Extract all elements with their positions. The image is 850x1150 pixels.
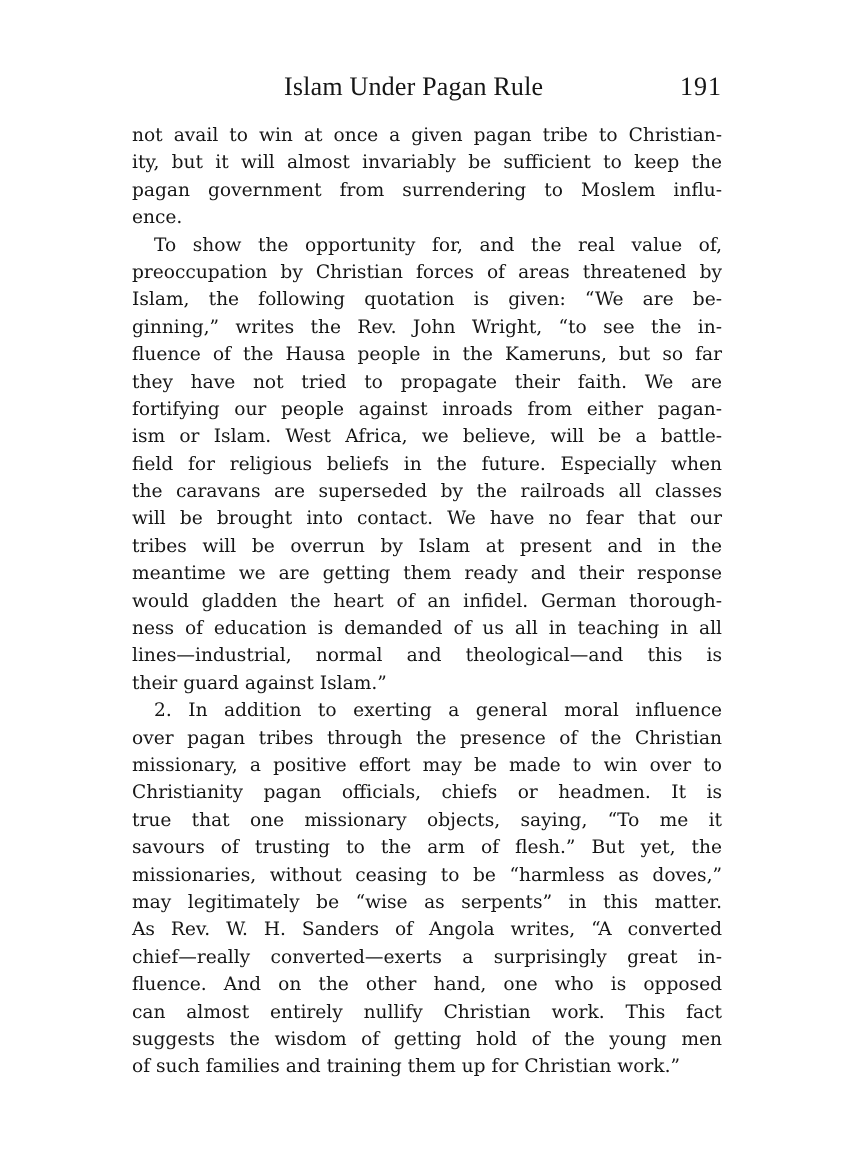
text-line: tribes will be overrun by Islam at present and in the	[132, 535, 722, 557]
text-line: ism or Islam. West Africa, we believe, will be a battle-	[132, 426, 722, 448]
text-line: the caravans are superseded by the railroads all classes	[132, 481, 722, 503]
body-text	[132, 122, 722, 1081]
text-line: fluence. And on the other hand, one who is opposed	[132, 974, 722, 996]
text-line: lines—industrial, normal and theological—and this is	[132, 645, 722, 667]
text-line: Christianity pagan officials, chiefs or headmen. It is	[132, 782, 722, 804]
text-line: will be brought into contact. We have no fear that our	[132, 508, 722, 530]
text-line: Islam, the following quotation is given: “We are be-	[132, 289, 722, 311]
text-line: 2. In addition to exerting a general moral influence	[154, 700, 722, 722]
text-line: fluence of the Hausa people in the Kameruns, but so far	[132, 344, 722, 366]
text-line: over pagan tribes through the presence of the Christian	[132, 727, 722, 749]
text-line: true that one missionary objects, saying, “To me it	[132, 809, 722, 831]
text-line: may legitimately be “wise as serpents” in this matter.	[132, 891, 722, 913]
text-line: can almost entirely nullify Christian work. This fact	[132, 1001, 722, 1023]
text-line: suggests the wisdom of getting hold of the young men	[132, 1028, 722, 1050]
text-line: their guard against Islam.”	[132, 672, 387, 694]
text-line: As Rev. W. H. Sanders of Angola writes, “A converted	[132, 919, 722, 941]
text-line: savours of trusting to the arm of flesh.” But yet, the	[132, 837, 722, 859]
running-head	[132, 72, 722, 108]
text-line: ity, but it will almost invariably be sufficient to keep the	[132, 152, 722, 174]
text-line: ness of education is demanded of us all in teaching in all	[132, 618, 722, 640]
text-line: preoccupation by Christian forces of areas threatened by	[132, 261, 722, 283]
text-line: meantime we are getting them ready and their response	[132, 563, 722, 585]
text-line: not avail to win at once a given pagan tribe to Christian-	[132, 125, 722, 146]
text-line: fortifying our people against inroads from either pagan-	[132, 398, 722, 420]
running-head-title: Islam Under Pagan Rule	[284, 72, 544, 101]
text-line: field for religious beliefs in the future. Especially when	[132, 453, 722, 475]
page-number: 191	[680, 72, 722, 101]
text-line: To show the opportunity for, and the real value of,	[154, 234, 722, 256]
text-line: ginning,” writes the Rev. John Wright, “to see the in-	[132, 316, 722, 338]
text-line: they have not tried to propagate their faith. We are	[132, 371, 722, 393]
text-line: missionary, a positive effort may be made to win over to	[132, 754, 722, 776]
text-line: chief—really converted—exerts a surprisingly great in-	[132, 946, 722, 968]
text-line: would gladden the heart of an infidel. German thorough-	[132, 590, 722, 612]
text-line: pagan government from surrendering to Moslem influ-	[132, 179, 722, 201]
text-line: missionaries, without ceasing to be “harmless as doves,”	[132, 864, 722, 886]
text-line: ence.	[132, 207, 183, 229]
text-line: of such families and training them up for Christian work.”	[132, 1056, 680, 1078]
